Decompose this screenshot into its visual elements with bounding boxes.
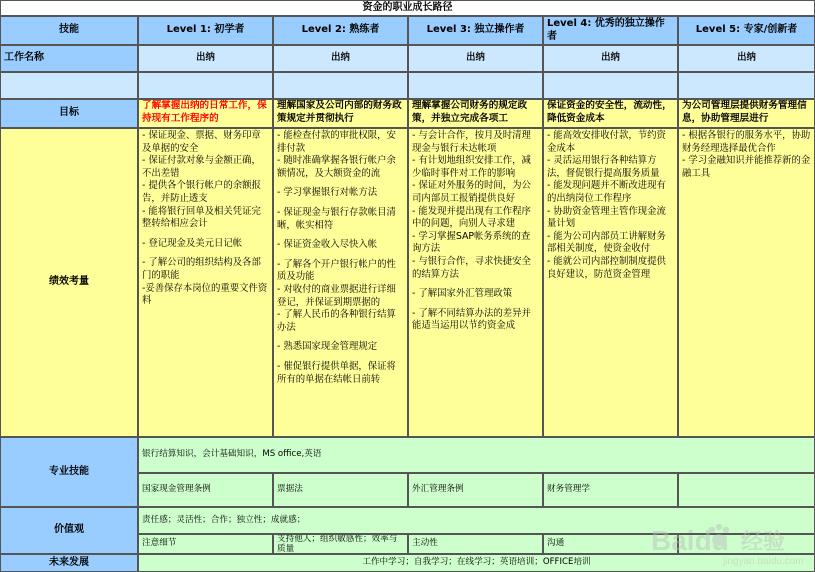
values-item: 支持他人；组织敏感性；效率与质量 bbox=[273, 534, 408, 554]
values-text: 责任感；灵活性；合作；独立性；成就感； bbox=[138, 507, 815, 534]
performance-level-1 bbox=[138, 128, 273, 437]
performance-level-2 bbox=[273, 128, 408, 437]
performance-level-5 bbox=[678, 128, 815, 437]
goal-level-3: 理解掌握公司财务的规定政策，并独立完成各项工 bbox=[408, 99, 543, 128]
watermark-brand: Baidu bbox=[651, 525, 729, 556]
spacer-cell bbox=[273, 72, 408, 99]
watermark-brand-cn: 经验 bbox=[741, 530, 786, 555]
performance-item: - 熟悉国家现金管理规定 bbox=[277, 341, 378, 353]
performance-item: - 登记现金及美元日记帐 bbox=[142, 237, 243, 249]
goal-level-1: 了解掌握出纳的日常工作，保持现有工作程序的 bbox=[138, 99, 273, 128]
spacer-cell bbox=[543, 72, 678, 99]
performance-item: - 学习掌握银行对帐方法 bbox=[277, 187, 378, 199]
performance-item: - 了解各个开户银行帐户的性质及功能 - 对收付的商业票据进行详细登记，并保证到期票据的 - 了解人民币的各种银行结算办法 bbox=[277, 258, 396, 333]
performance-item: - 了解不同结算办法的差异并能适当运用以节约资金成 bbox=[412, 307, 531, 332]
job-title-value: 出纳 bbox=[408, 45, 543, 72]
performance-item: - 根据各银行的服务水平，协助财务经理选择最优合作 - 学习金融知识并能推荐新的金融工具 bbox=[682, 130, 811, 179]
goal-level-5: 为公司管理层提供财务管理信息，协助管理层进行 bbox=[678, 99, 815, 128]
performance-item: - 与会计合作，按月及时清理现金与银行未达帐项 - 有计划地组织安排工作，减少临时事件对工作的影响 - 保证对外服务的时间，为公司内部员工报销提供良好 - 能发现并提出现有工作程序中的问题，向别人寻求建 - 学习掌握SAP帐务系统的查询方法 - 与银行合作，寻求快捷安全的结算方法 bbox=[412, 130, 531, 280]
spacer-cell bbox=[408, 72, 543, 99]
performance-item: - 保证现金、票据、财务印章及单据的安全 - 保证付款对象与金额正确，不出差错 - 提供各个银行帐户的余额报告，并防止透支 - 能将银行回单及相关凭证完整转给相应会计 bbox=[142, 130, 261, 230]
job-title-value: 出纳 bbox=[543, 45, 678, 72]
job-title-value: 出纳 bbox=[273, 45, 408, 72]
performance-item: - 了解公司的组织结构及各部门的职能 -妥善保存本岗位的重要文件资料 bbox=[142, 257, 268, 307]
professional-skill-item: 外汇管理条例 bbox=[408, 473, 543, 507]
performance-item: - 能高效安排收付款，节约资金成本 - 灵活运用银行各种结算方法，督促银行提高服务质量 - 能发现问题并不断改进现有的出纳岗位工作程序 - 协助资金管理主管作现金流量计划 - 能为公司内部员工讲解财务部相关制度，使资金收付 - 能就公司内部控制制度提供良好建议，防范资金管理 bbox=[547, 130, 666, 280]
professional-skill-item: 票据法 bbox=[273, 473, 408, 507]
level-3-header: Level 3: 独立操作者 bbox=[408, 16, 543, 45]
goal-level-4: 保证资金的安全性，流动性，降低资金成本 bbox=[543, 99, 678, 128]
job-title-value: 出纳 bbox=[138, 45, 273, 72]
baidu-jingyan-watermark bbox=[649, 518, 809, 568]
performance-level-3 bbox=[408, 128, 543, 437]
professional-skills-text: 银行结算知识，会计基础知识，MS office,英语 bbox=[138, 437, 815, 473]
professional-skill-item: 国家现金管理条例 bbox=[138, 473, 273, 507]
sheet-title: 资金的职业成长路径 bbox=[0, 0, 815, 16]
performance-label: 绩效考量 bbox=[0, 128, 138, 437]
level-1-header: Level 1: 初学者 bbox=[138, 16, 273, 45]
professional-skills-label: 专业技能 bbox=[0, 437, 138, 507]
job-title-value: 出纳 bbox=[678, 45, 815, 72]
level-4-header: Level 4: 优秀的独立操作者 bbox=[543, 16, 678, 45]
spacer-cell bbox=[0, 72, 138, 99]
spacer-cell bbox=[138, 72, 273, 99]
values-label: 价值观 bbox=[0, 507, 138, 554]
performance-item: - 催促银行提供单据，保证将所有的单据在结帐日前转 bbox=[277, 360, 396, 385]
future-label: 未来发展 bbox=[0, 554, 138, 572]
spacer-cell bbox=[678, 72, 815, 99]
professional-skill-item: 财务管理学 bbox=[543, 473, 678, 507]
performance-item: - 保证资金收入尽快入帐 bbox=[277, 239, 378, 251]
values-item: 注意细节 bbox=[138, 534, 273, 554]
performance-item: - 保证现金与银行存款帐目清晰，帐实相符 bbox=[277, 206, 396, 231]
future-text: 工作中学习；自我学习；在线学习；英语培训；OFFICE培训 bbox=[138, 554, 815, 572]
performance-item: - 了解国家外汇管理政策 bbox=[412, 288, 513, 300]
goal-label: 目标 bbox=[0, 99, 138, 128]
watermark-url: jingyan.baidu.com bbox=[723, 556, 804, 567]
job-title-label: 工作名称 bbox=[0, 45, 138, 72]
values-item: 沟通 bbox=[543, 534, 678, 554]
values-item: 主动性 bbox=[408, 534, 543, 554]
professional-skill-item bbox=[678, 473, 815, 507]
performance-item: - 能检查付款的审批权限，安排付款 - 随时准确掌握各银行帐户余额情况，及大额资金的流 bbox=[277, 130, 396, 179]
level-5-header: Level 5: 专家/创新者 bbox=[678, 16, 815, 45]
skill-header: 技能 bbox=[0, 16, 138, 45]
level-2-header: Level 2: 熟练者 bbox=[273, 16, 408, 45]
goal-level-2: 理解国家及公司内部的财务政策规定并贯彻执行 bbox=[273, 99, 408, 128]
performance-level-4 bbox=[543, 128, 678, 437]
